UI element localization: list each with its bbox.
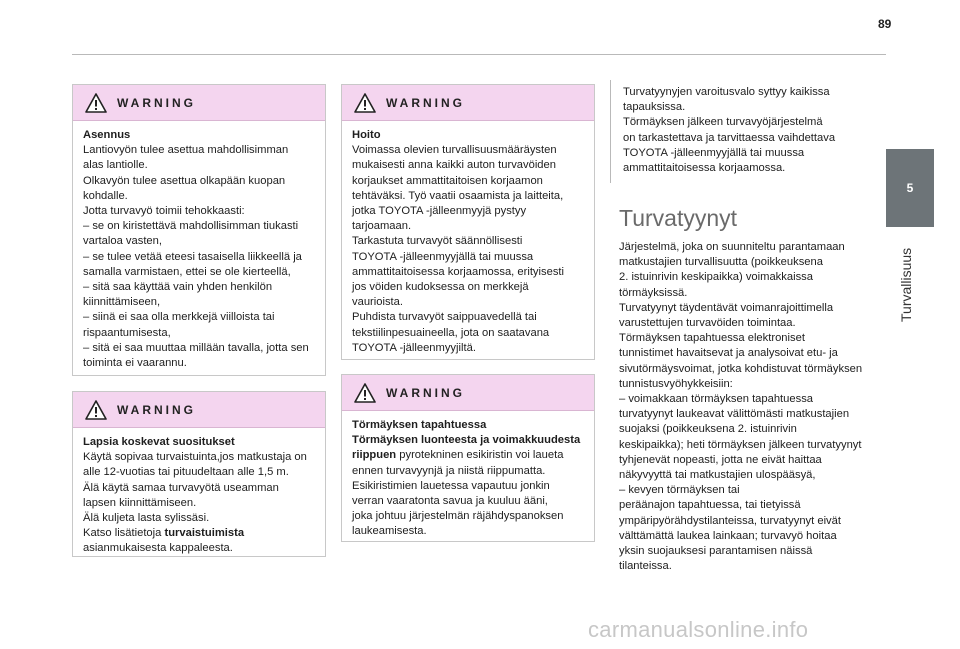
warning-line: – sitä saa käyttää vain yhden henkilön: [83, 281, 273, 294]
warning-line: Lapsia koskevat suositukset: [83, 436, 235, 448]
warning-triangle-icon: [354, 383, 376, 403]
warning-body: [73, 121, 325, 371]
text-line: Järjestelmä, joka on suunniteltu parantamaan: [619, 241, 845, 253]
warning-line: samalla varmistaen, ettei se ole kierteellä,: [83, 265, 291, 278]
warning-triangle-icon: [85, 400, 107, 420]
text-line: tunnistusvyöhykkeisiin:: [619, 377, 733, 390]
warning-title: WARNING: [386, 385, 465, 400]
warning-line: Jotta turvavyö toimii tehokkaasti:: [83, 205, 245, 218]
text-line: Turvatyynyjen varoitusvalo syttyy kaikissa: [623, 86, 830, 98]
warning-line: korjaukset ammattitaitoisen korjaamon: [352, 174, 543, 187]
chapter-tab[interactable]: 5: [886, 149, 934, 227]
watermark: carmanualsonline.info: [588, 617, 809, 642]
warning-line: verran vaaratonta savua ja kuuluu ääni,: [352, 495, 548, 508]
warning-line: jos vöiden kudoksessa on merkkejä: [352, 281, 529, 294]
warning-header: [73, 392, 325, 428]
text-line: keskipaikka); heti törmäyksen jälkeen turvatyynyt: [619, 438, 862, 451]
warning-line: tehtäväksi. Työ vaatii osaamista ja laitteita,: [352, 189, 564, 202]
warning-line: Olkavyön tulee asettua olkapään kuopan: [83, 174, 286, 187]
warning-line: – se on kiristettävä mahdollisimman tiukasti: [83, 220, 299, 233]
warning-line: Törmäyksen tapahtuessa: [352, 419, 487, 431]
text-line: Törmäyksen tapahtuessa elektroniset: [619, 332, 805, 345]
warning-line: Katso lisätietoja turvaistuimista: [83, 527, 245, 540]
text-line: törmäyksissä.: [619, 286, 688, 299]
warning-line: Tarkastuta turvavyöt säännöllisesti: [352, 235, 523, 248]
warning-line: TOYOTA -jälleenmyyjällä tai muussa: [352, 250, 534, 263]
text-line: tunnistimet havaitsevat ja analysoivat etu- ja: [619, 347, 838, 360]
text-line: sivutörmäysvoimat, jotka kohdistuvat törmäyksen: [619, 362, 863, 375]
warning-line: lapsen kiinnittämiseen.: [83, 496, 197, 509]
text-line: TOYOTA -jälleenmyyjällä tai muussa: [623, 146, 805, 159]
warning-line: Asennus: [83, 129, 131, 141]
warning-line: jotka TOYOTA -jälleenmyyjä pystyy: [352, 205, 527, 218]
warning-line: Esikiristimien lauetessa vapautuu jonkin: [352, 479, 550, 492]
warning-line: asianmukaisesta kappaleesta.: [83, 542, 233, 555]
warning-line: riippuen pyrotekninen esikiristin voi laueta: [352, 449, 564, 462]
warning-line: – sitä ei saa muuttaa millään tavalla, jotta sen: [83, 341, 309, 354]
warning-line: alas lantiolle.: [83, 159, 148, 172]
section-body: [619, 240, 881, 574]
warning-line: toiminta ei vaarannu.: [83, 357, 187, 370]
text-line: ympäripyörähdystilanteissa, turvatyynyt eivät: [619, 514, 841, 527]
text-line: matkustajien turvallisuutta (poikkeuksena: [619, 256, 823, 269]
text-line: tapauksissa.: [623, 101, 686, 114]
warning-line: TOYOTA -jälleenmyyjiltä.: [352, 341, 476, 354]
warning-line: Hoito: [352, 129, 381, 141]
warning-header: [342, 375, 594, 411]
warning-line: tekstiilinpesuaineella, jota on saatavana: [352, 326, 550, 339]
text-line: peräänajon tapahtuessa, tai tietyissä: [619, 499, 801, 512]
warning-box-installation: [72, 84, 326, 376]
warning-line: vaurioista.: [352, 296, 403, 309]
warning-line: ennen turvavyynjä ja niistä riippumatta.: [352, 464, 546, 477]
warning-line: Lantiovyön tulee asettua mahdollisimman: [83, 144, 289, 157]
top-rule: [72, 54, 886, 55]
text-line: on tarkastettava ja tarvittaessa vaihdettava: [623, 131, 836, 144]
warning-line: kohdalle.: [83, 189, 128, 202]
warning-line: kiinnittämiseen,: [83, 296, 161, 309]
warning-box-maintenance: [341, 84, 595, 360]
warning-title: WARNING: [117, 95, 196, 110]
warning-line: Puhdista turvavyöt saippuavedellä tai: [352, 311, 537, 324]
side-rule: [610, 80, 611, 183]
warning-line: – siinä ei saa olla merkkejä viilloista tai: [83, 311, 275, 324]
warning-box-children: [72, 391, 326, 557]
text-line: – voimakkaan törmäyksen tapahtuessa: [619, 393, 814, 406]
warning-triangle-icon: [85, 93, 107, 113]
warning-line: Törmäyksen luonteesta ja voimakkuudesta: [352, 434, 581, 447]
warning-line: joka johtuu järjestelmän räjähdyspanoksen: [352, 510, 564, 523]
warning-line: Älä kuljeta lasta sylissäsi.: [83, 512, 210, 525]
text-line: Turvatyynyt täydentävät voimanrajoittimella: [619, 301, 834, 314]
warning-title: WARNING: [386, 95, 465, 110]
warning-line: mukaisesti anna kaikki auton turvavöiden: [352, 159, 556, 172]
warning-line: rispaantumisesta,: [83, 326, 171, 339]
chapter-label-wrap: [898, 232, 918, 322]
warning-line: alle 12-vuotias tai pituudeltaan alle 1,5 m.: [83, 466, 289, 479]
warning-body: [73, 428, 325, 557]
page-number: 89: [878, 17, 892, 31]
text-line: tyhjenevät nopeasti, jotta ne eivät haittaa: [619, 453, 822, 466]
text-line: välttämättä laukea lainkaan; turvavyö hoitaa: [619, 529, 837, 542]
text-line: näkyvyyttä tai matkustajien ulospääsyä,: [619, 469, 816, 482]
warning-line: tarjoamaan.: [352, 220, 412, 233]
warning-header: [342, 85, 594, 121]
chapter-label: Turvallisuus: [898, 247, 914, 322]
text-line: suojaksi (poikkeuksena 2. istuinrivin: [619, 423, 797, 436]
warning-line: vartaloa vasten,: [83, 235, 162, 248]
warning-body: [342, 411, 594, 540]
warning-line: Käytä sopivaa turvaistuinta,jos matkustaja on: [83, 451, 307, 464]
text-line: tilanteissa.: [619, 560, 672, 573]
text-line: – kevyen törmäyksen tai: [619, 484, 740, 497]
warning-box-collision: [341, 374, 595, 542]
text-line: varustettujen turvavöiden toimintaa.: [619, 317, 796, 330]
warning-line: Voimassa olevien turvallisuusmääräysten: [352, 144, 557, 157]
warning-body: [342, 121, 594, 356]
warning-line: laukeamisesta.: [352, 525, 427, 538]
warning-title: WARNING: [117, 402, 196, 417]
text-line: 2. istuinrivin keskipaikka) voimakkaissa: [619, 271, 813, 284]
warning-line: ammattitaitoisessa korjaamossa, erityisesti: [352, 265, 565, 278]
text-line: yksin suojauksesi parantamisen näissä: [619, 545, 813, 558]
col3-intro: [623, 85, 883, 176]
warning-line: – se tulee vetää eteesi tasaisella liikkeellä ja: [83, 250, 302, 263]
text-line: ammattitaitoisessa korjaamossa.: [623, 162, 786, 175]
warning-header: [73, 85, 325, 121]
warning-triangle-icon: [354, 93, 376, 113]
text-line: turvatyynyt laukeavat välittömästi matkustajien: [619, 408, 850, 421]
warning-line: Älä käytä samaa turvavyötä useamman: [83, 481, 279, 494]
section-title: Turvatyynyt: [619, 205, 738, 231]
text-line: Törmäyksen jälkeen turvavyöjärjestelmä: [623, 116, 823, 129]
